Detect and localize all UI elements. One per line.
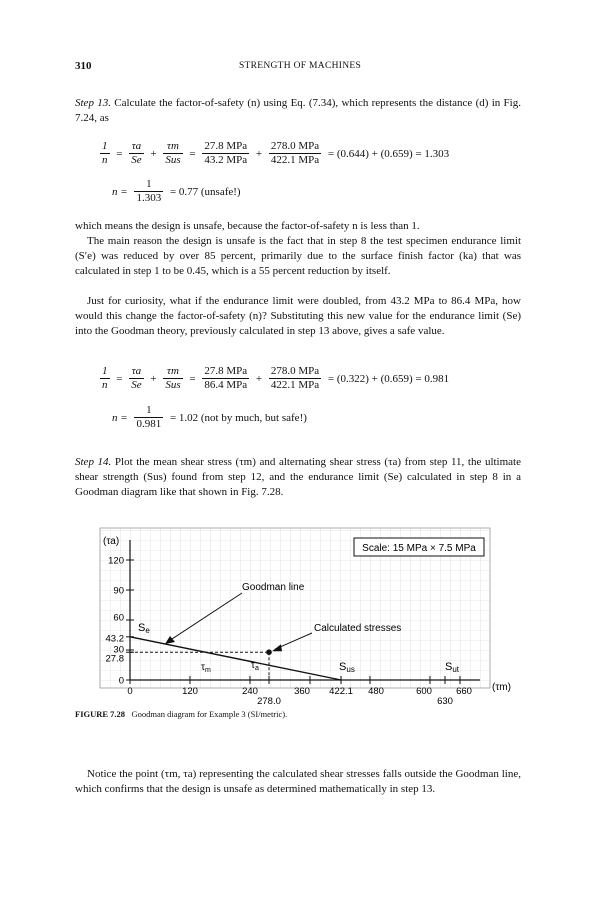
eq3-lhs: $\frac{1}{n}$: [102, 365, 108, 391]
x-tick-label: 660: [456, 686, 472, 697]
eq1-term2: $\frac{\tau m}{\text{Sus}}$: [165, 140, 181, 166]
eq3-term2: $\frac{\tau m}{\text{Sus}}$: [165, 365, 181, 391]
para-unsafe: which means the design is unsafe, because the factor-of-safety n is less than 1.: [75, 220, 420, 232]
eq3-term1: $\frac{\tau a}{Se}$: [131, 365, 142, 391]
y-tick-label: 90: [113, 585, 124, 597]
x-tick-label: 360: [294, 686, 310, 697]
y-tick-label: 27.8: [105, 653, 124, 665]
y-tick-label: 43.2: [105, 633, 124, 645]
eq4-result: = 1.02 (not by much, but safe!): [169, 411, 307, 424]
eq2-fraction: $\frac{1}{1.303}$: [136, 178, 162, 204]
calculated-point: [266, 649, 272, 655]
eq1-result: = (0.644) + (0.659) = 1.303: [327, 147, 450, 160]
x-axis-label: (τm): [492, 682, 511, 693]
x-tick-label: 600: [416, 686, 432, 697]
equation-1: $\frac{1}{n}$ = $\frac{\tau a}{Se}$ + $\frac{\tau m}{\text{Sus}}$ = $\frac{\text{27.8 MPa}}{\text{43.2 MPa}}$ + $\frac{\text{278.0 MPa}}{\text{422.1 MPa}}$ = (0.644) + (0.659) = 1.303: [100, 140, 453, 167]
eq3-result: = (0.322) + (0.659) = 0.981: [327, 372, 450, 385]
y-axis-label: (τa): [103, 536, 120, 547]
calculated-annotation-label: Calculated stresses: [314, 623, 402, 634]
figure-caption: [75, 709, 287, 719]
x-tick-label: 0: [127, 686, 133, 697]
step13-text: Calculate the factor-of-safety (n) using Eq. (7.34), which represents the distance (d) in Fig. 7.24, as: [75, 97, 521, 124]
x-tick-label: 422.1: [329, 686, 353, 697]
eq4-fraction: $\frac{1}{0.981}$: [136, 404, 162, 430]
step14-text: Plot the mean shear stress (τm) and alternating shear stress (τa) from step 11, the ultimate shear strength (Sus) found from step 12, and the endurance limit (Se) calculated in step 8 in a Goodman diagram like that shown in Fig. 7.28.: [75, 456, 521, 498]
x-tick-label: 120: [182, 686, 198, 697]
goodman-annotation-label: Goodman line: [242, 582, 305, 593]
x-tick-label: 240: [242, 686, 258, 697]
eq1-value2: $\frac{\text{278.0 MPa}}{\text{422.1 MPa}}$: [270, 140, 320, 166]
step14-label: Step 14.: [75, 456, 112, 468]
para-curiosity: Just for curiosity, what if the endurance limit were doubled, from 43.2 MPa to 86.4 MPa, how would this change the factor-of-safety (n)? Substituting this new value for the endurance limit (Se) into the Goodman theory, previously calculated in step 13 above, gives a safe value.: [75, 295, 521, 337]
marker-1: Se: [138, 621, 150, 635]
eq1-value1: $\frac{\text{27.8 MPa}}{\text{43.2 MPa}}$: [204, 140, 248, 166]
y-tick-label: 60: [113, 612, 124, 624]
equation-3: $\frac{1}{n}$ = $\frac{\tau a}{Se}$ + $\frac{\tau m}{\text{Sus}}$ = $\frac{\text{27.8 MPa}}{\text{86.4 MPa}}$ + $\frac{\text{278.0 MPa}}{\text{422.1 MPa}}$ = (0.322) + (0.659) = 0.981: [100, 365, 453, 392]
eq2-result: = 0.77 (unsafe!): [169, 185, 241, 198]
caption-label: FIGURE 7.28: [75, 709, 126, 719]
eq4-lhs: n =: [112, 411, 128, 424]
eq1-lhs: $\frac{1}{n}$: [102, 140, 108, 166]
caption-text: Goodman diagram for Example 3 (SI/metric).: [131, 709, 288, 719]
y-tick-label: 120: [108, 555, 124, 567]
eq1-term1: $\frac{\tau a}{Se}$: [131, 140, 142, 166]
y-tick-label: 0: [118, 675, 124, 687]
eq3-value1: $\frac{\text{27.8 MPa}}{\text{86.4 MPa}}$: [204, 365, 248, 391]
x-tick-label: 480: [368, 686, 384, 697]
para-notice: Notice the point (τm, τa) representing the calculated shear stresses falls outside the Goodman line, which confirms that the design is unsafe as determined mathematically in step 13.: [75, 768, 521, 795]
scale-label: Scale: 15 MPa × 7.5 MPa: [362, 543, 476, 554]
step13-label: Step 13.: [75, 97, 111, 109]
page-number: 310: [75, 60, 92, 72]
x-tick-label: 630: [437, 696, 453, 707]
eq3-value2: $\frac{\text{278.0 MPa}}{\text{422.1 MPa}}$: [270, 365, 320, 391]
running-title: STRENGTH OF MACHINES: [238, 61, 362, 71]
x-tick-label: 278.0: [257, 696, 281, 707]
marker-3: Sut: [445, 661, 460, 674]
marker-4: $\tau_m$: [201, 662, 211, 674]
marker-5: $\tau_a$: [251, 660, 259, 673]
para-reason: The main reason the design is unsafe is the fact that in step 8 the test specimen endurance limit (S′e) was reduced by over 85 percent, primarily due to the surface finish factor (ka) that was calculated in step 1 to be 0.45, which is a 55 percent reduction by itself.: [75, 235, 521, 277]
eq2-lhs: n =: [112, 185, 128, 198]
y-tick-label: 30: [113, 644, 124, 656]
marker-2: Sus: [339, 661, 355, 674]
